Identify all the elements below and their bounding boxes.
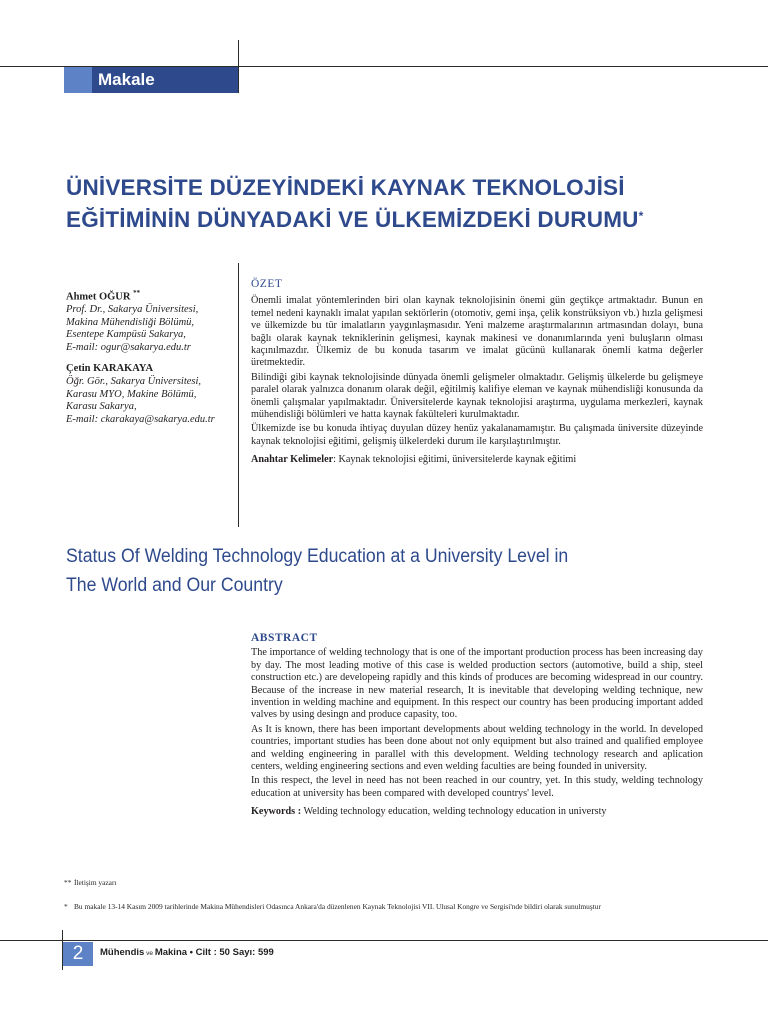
section-label: Makale — [98, 70, 155, 89]
author-affiliation: Karasu MYO, Makine Bölümü, — [66, 388, 197, 400]
page-number: 2 — [63, 942, 93, 966]
abstract-paragraph: As It is known, there has been important developments about welding technology in the world. In developed countries, important studies has been done about not only equipment but also trained and qualified employee and welding engineering in parallel with this development. Welding technology research and aplication centers, welding engineering sections and even welding faculties are being founded in university. — [251, 723, 703, 773]
article-title-en — [66, 542, 661, 600]
footer-rule — [0, 940, 768, 941]
ozet-paragraph: Önemli imalat yöntemlerinden biri olan kaynak teknolojisinin önemi gün geçtikçe artmaktadır. Bunun en temel nedeni kaynaklı imalat yapılan sektörlerin (otomotiv, gemi inşa, çelik konstrüksiyon vb.) hızla gelişmesi ve ülkemizde bu tür imalatların yaygınlaşmasıdır. Yeni malzeme araştırmalarının artmasından dolayı, buna bağlı olarak kaynak tekniklerinin gelişmesi, kaynak makinesi ve donanımlarında yeni buluşların olması kaçınılmazdır. Ülkemiz de bu konuda tasarım ve imalat gücünü kullanarak önemli katma değerler üretmektedir. — [251, 295, 703, 369]
section-tab-accent — [64, 67, 92, 93]
title-en-line-2: The World and Our Country — [66, 575, 283, 596]
journal-footer: Mühendis ve Makina • Cilt : 50 Sayı: 599 — [100, 947, 274, 958]
ozet-heading: ÖZET — [251, 278, 283, 290]
author-affiliation: Prof. Dr., Sakarya Üniversitesi, — [66, 304, 199, 316]
footnote-conference: * Bu makale 13-14 Kasım 2009 tarihlerinde Makina Mühendisleri Odasınca Ankara'da düzenlenen Kaynak Teknolojisi VII. Ulusal Kongre ve Sergisi'nde bildiri olarak sunulmuştur — [64, 902, 601, 911]
ozet-section — [251, 278, 703, 467]
ozet-paragraph: Bilindiği gibi kaynak teknolojisinde dünyada önemli gelişmeler olmaktadır. Gelişmiş ülkelerde bu gelişmeye paralel olarak yalnızca donanım olarak değil, eğitilmiş kalifiye eleman ve kaynak mühendisliği konusunda da önemli çalışmalar yapılmaktadır. Üniversitelerde kaynak teknolojisi araştırma, uygulama merkezleri, kaynak mühendisliği bölümleri ve hatta kaynak fakülteleri kurulmaktadır. — [251, 371, 703, 421]
abstract-keywords: Keywords : Welding technology education, welding technology education in universty — [251, 806, 607, 818]
author-affiliation: Esentepe Kampüsü Sakarya, — [66, 329, 186, 341]
author-affiliation: Karasu Sakarya, — [66, 401, 137, 413]
author-block — [66, 287, 238, 426]
author-affiliation: Öğr. Gör., Sakarya Üniversitesi, — [66, 376, 202, 388]
title-en-line-1: Status Of Welding Technology Education at a University Level in — [66, 546, 569, 567]
abstract-heading: ABSTRACT — [251, 632, 318, 644]
ozet-keywords: Anahtar Kelimeler: Kaynak teknolojisi eğitimi, üniversitelerde kaynak eğitimi — [251, 454, 577, 466]
author-name: Ahmet OĞUR ** — [66, 289, 141, 303]
article-title-tr — [66, 172, 686, 236]
section-tab — [64, 67, 238, 93]
column-divider — [238, 263, 239, 527]
title-tr-line-2: EĞİTİMİNİN DÜNYADAKİ VE ÜLKEMİZDEKİ DURUMU* — [66, 207, 644, 232]
author-email: E-mail: ogur@sakarya.edu.tr — [66, 341, 191, 353]
author-name: Çetin KARAKAYA — [66, 363, 154, 375]
author-email: E-mail: ckarakaya@sakarya.edu.tr — [66, 413, 215, 425]
title-footnote-marker: * — [638, 209, 644, 223]
abstract-section — [251, 632, 703, 819]
title-tr-line-1: ÜNİVERSİTE DÜZEYİNDEKİ KAYNAK TEKNOLOJİSİ — [66, 175, 625, 200]
ozet-paragraph: Ülkemizde ise bu konuda ihtiyaç duyulan düzey henüz yakalanamamıştır. Bu çalışmada üniversite düzeyinde kaynak teknolojisi eğitimi, gelişmiş ülkelerdeki durum ile karşılaştırılmıştır. — [251, 423, 703, 447]
top-vertical-rule — [238, 40, 239, 93]
footnote-contact: ** İletişim yazarı — [64, 878, 117, 887]
abstract-paragraph: The importance of welding technology that is one of the important production process has been increasing day by day. The most leading motive of this case is welded production sectors (automotive, build a ship, steel construction etc.) are developeing rapidly and this kinds of produces are becoming widespread in our country. Because of the increase in new material research, It is inevitable that developing welding technique, new invention in welding machine and equipment. In this respect our country has been producing important added valves by using desingn and produce capasity, too. — [251, 647, 703, 721]
abstract-paragraph: In this respect, the level in need has not been reached in our country, yet. In this study, welding technology education at university has been compared with developed countrys' level. — [251, 775, 703, 799]
author-affiliation: Makina Mühendisliği Bölümü, — [66, 316, 195, 328]
